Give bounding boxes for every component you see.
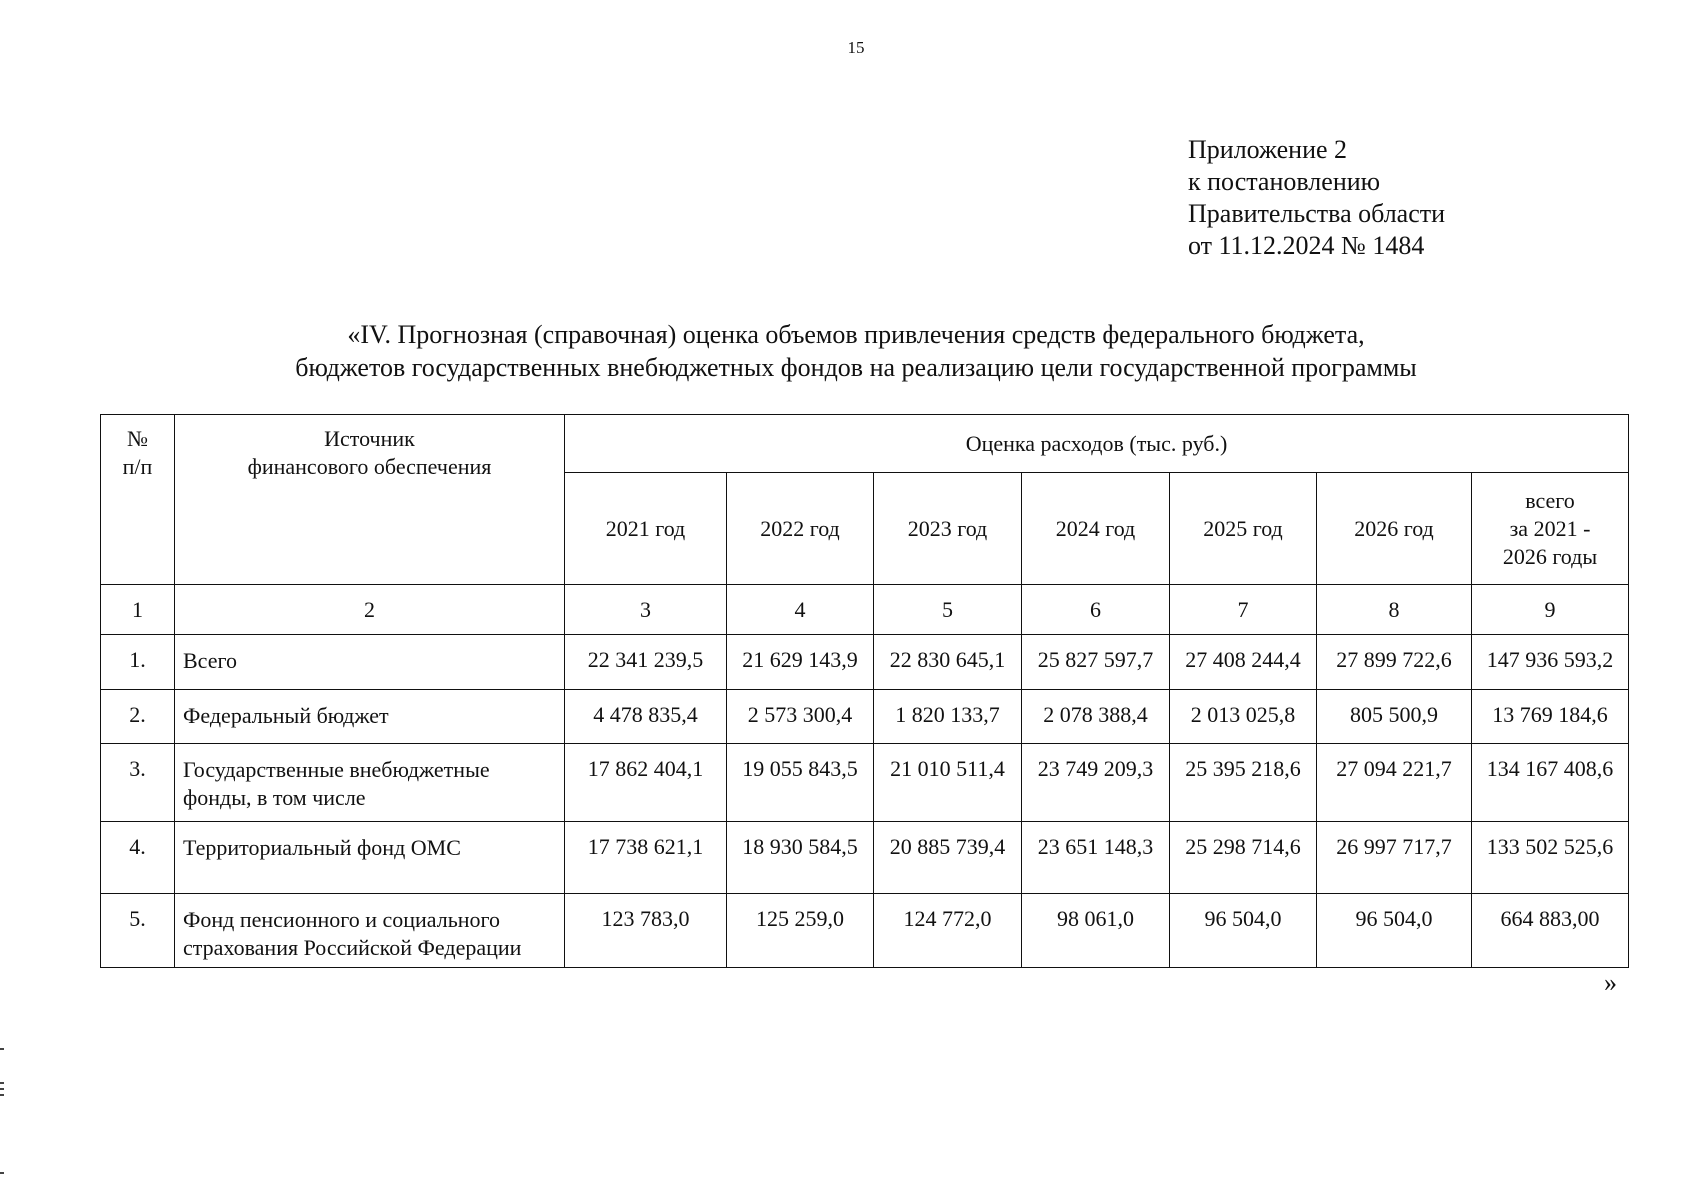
row-source-name: Территориальный фонд ОМС (175, 822, 565, 894)
appendix-line-2: к постановлению (1188, 167, 1381, 196)
row-value: 17 738 621,1 (565, 822, 727, 894)
header-year: 2023 год (874, 473, 1022, 585)
row-value: 2 078 388,4 (1022, 690, 1170, 744)
row-value: 25 298 714,6 (1170, 822, 1317, 894)
row-total: 133 502 525,6 (1472, 822, 1629, 894)
row-number: 1. (101, 635, 175, 690)
appendix-line-4: от 11.12.2024 № 1484 (1188, 231, 1425, 260)
closing-quote: » (1604, 968, 1617, 997)
row-number: 4. (101, 822, 175, 894)
row-value: 27 094 221,7 (1317, 744, 1472, 822)
header-year: 2024 год (1022, 473, 1170, 585)
column-index: 2 (175, 585, 565, 635)
scan-margin-mark (0, 1088, 4, 1090)
row-source-name: Государственные внебюджетные фонды, в том числе (175, 744, 565, 822)
row-value: 21 010 511,4 (874, 744, 1022, 822)
header-total: всего за 2021 - 2026 годы (1472, 473, 1629, 585)
row-value: 805 500,9 (1317, 690, 1472, 744)
row-total: 664 883,00 (1472, 894, 1629, 968)
header-source: Источник финансового обеспечения (175, 415, 565, 585)
page-number: 15 (847, 38, 865, 57)
row-value: 123 783,0 (565, 894, 727, 968)
row-value: 21 629 143,9 (727, 635, 874, 690)
row-total: 13 769 184,6 (1472, 690, 1629, 744)
row-value: 25 827 597,7 (1022, 635, 1170, 690)
column-index: 6 (1022, 585, 1170, 635)
row-value: 124 772,0 (874, 894, 1022, 968)
row-value: 2 013 025,8 (1170, 690, 1317, 744)
column-index: 3 (565, 585, 727, 635)
row-value: 17 862 404,1 (565, 744, 727, 822)
row-value: 23 749 209,3 (1022, 744, 1170, 822)
row-value: 2 573 300,4 (727, 690, 874, 744)
row-source-name: Фонд пенсионного и социального страхования Российской Федерации (175, 894, 565, 968)
table-row (101, 822, 1629, 894)
header-year: 2021 год (565, 473, 727, 585)
row-value: 98 061,0 (1022, 894, 1170, 968)
table-row (101, 690, 1629, 744)
column-index: 5 (874, 585, 1022, 635)
section-title-line-1: «IV. Прогнозная (справочная) оценка объемов привлечения средств федерального бюджета, (347, 320, 1365, 349)
column-index-row (101, 585, 1629, 635)
row-source-name: Федеральный бюджет (175, 690, 565, 744)
scan-margin-mark (0, 1082, 4, 1084)
row-source-name: Всего (175, 635, 565, 690)
row-total: 134 167 408,6 (1472, 744, 1629, 822)
row-value: 26 997 717,7 (1317, 822, 1472, 894)
table-row (101, 894, 1629, 968)
column-index: 8 (1317, 585, 1472, 635)
row-value: 19 055 843,5 (727, 744, 874, 822)
row-value: 22 830 645,1 (874, 635, 1022, 690)
header-num: № п/п (101, 415, 175, 585)
header-year: 2026 год (1317, 473, 1472, 585)
column-index: 4 (727, 585, 874, 635)
row-value: 1 820 133,7 (874, 690, 1022, 744)
scan-margin-mark (0, 1048, 4, 1050)
section-title-line-2: бюджетов государственных внебюджетных фондов на реализацию цели государственной программы (295, 353, 1417, 382)
row-value: 18 930 584,5 (727, 822, 874, 894)
column-index: 1 (101, 585, 175, 635)
row-value: 96 504,0 (1317, 894, 1472, 968)
row-value: 4 478 835,4 (565, 690, 727, 744)
scan-margin-mark (0, 1094, 4, 1096)
row-number: 2. (101, 690, 175, 744)
row-total: 147 936 593,2 (1472, 635, 1629, 690)
row-value: 22 341 239,5 (565, 635, 727, 690)
table-row (101, 744, 1629, 822)
column-index: 7 (1170, 585, 1317, 635)
row-value: 96 504,0 (1170, 894, 1317, 968)
appendix-block (1188, 134, 1445, 262)
budget-table (100, 414, 1629, 968)
row-value: 20 885 739,4 (874, 822, 1022, 894)
header-row-1 (101, 415, 1629, 473)
row-value: 23 651 148,3 (1022, 822, 1170, 894)
table-row (101, 635, 1629, 690)
row-value: 25 395 218,6 (1170, 744, 1317, 822)
column-index: 9 (1472, 585, 1629, 635)
header-year: 2025 год (1170, 473, 1317, 585)
row-value: 125 259,0 (727, 894, 874, 968)
appendix-line-3: Правительства области (1188, 199, 1446, 228)
row-value: 27 899 722,6 (1317, 635, 1472, 690)
row-number: 5. (101, 894, 175, 968)
header-year: 2022 год (727, 473, 874, 585)
appendix-line-1: Приложение 2 (1188, 135, 1348, 164)
section-title (0, 318, 1697, 384)
row-value: 27 408 244,4 (1170, 635, 1317, 690)
scan-margin-mark (0, 1172, 4, 1174)
row-number: 3. (101, 744, 175, 822)
header-estimate: Оценка расходов (тыс. руб.) (565, 415, 1629, 473)
